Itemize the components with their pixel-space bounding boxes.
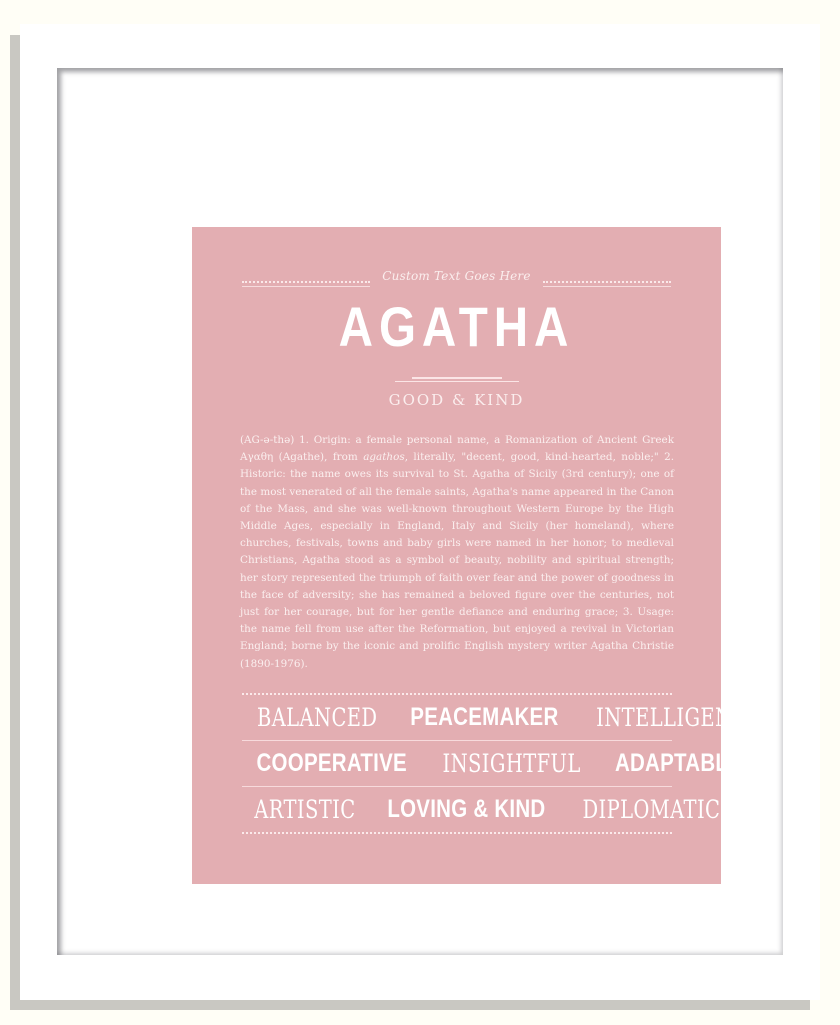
trait-word: ARTISTIC	[254, 794, 356, 824]
trait-row	[240, 699, 747, 735]
name-meaning: GOOD & KIND	[388, 391, 525, 409]
trait-word: INTELLIGENT	[596, 702, 747, 732]
definition-italic-word: agathos	[363, 451, 405, 464]
divider-long	[395, 381, 519, 382]
mat-opening	[57, 68, 783, 955]
picture-frame	[20, 24, 820, 1000]
dotted-rule-right	[543, 281, 671, 285]
pronunciation: (AG-ə-thə)	[240, 434, 295, 446]
trait-divider	[242, 740, 672, 741]
trait-divider	[242, 786, 672, 787]
trait-word: ADAPTABLE	[614, 748, 742, 777]
trait-word: DIPLOMATIC	[582, 794, 720, 824]
frame-edge-bottom	[10, 1000, 810, 1010]
dotted-rule-traits-top	[242, 693, 672, 695]
definition-text-2: , literally, "decent, good, kind-hearted, noble;" 2. Historic: the name owes its survival to St. Agatha of Sicily (3rd century); one of the most venerated of all the female saints, Agatha's name appeared in the Canon of the Mass, and she was well-known throughout Western Europe by the High Middle Ages, especially in England, Italy and Sicily (her homeland), where churches, festivals, towns and baby girls were named in her honor; to medieval Christians, Agatha stood as a symbol of beauty, nobility and spiritual strength; her story represented the triumph of faith over fear and the power of goodness in the face of adversity; she has remained a beloved figure over the centuries, not just for her courage, but for her gentle defiance and enduring grace; 3. Usage: the name fell from use after the Reformation, but enjoyed a revival in Victorian England; borne by the iconic and prolific English mystery writer Agatha Christie (1890-1976).	[240, 451, 674, 670]
name-title: AGATHA	[338, 295, 575, 358]
frame-edge-left	[10, 35, 20, 1010]
trait-row	[240, 791, 720, 827]
trait-word: PEACEMAKER	[410, 702, 559, 731]
custom-text-row	[240, 269, 673, 289]
trait-word: INSIGHTFUL	[442, 748, 582, 778]
trait-word: BALANCED	[256, 702, 378, 732]
dotted-rule-traits-bottom	[242, 832, 672, 834]
name-definition	[240, 432, 674, 673]
divider-short	[412, 377, 502, 379]
trait-word: LOVING & KIND	[387, 794, 546, 823]
trait-word: COOPERATIVE	[256, 748, 407, 777]
definition-text-1: 1. Origin: a female personal name, a Romanization of Ancient Greek Αγαθη (Agathe), from	[240, 434, 674, 464]
custom-text: Custom Text Goes Here	[382, 269, 531, 283]
trait-row	[240, 745, 742, 781]
name-print-panel	[192, 227, 747, 884]
